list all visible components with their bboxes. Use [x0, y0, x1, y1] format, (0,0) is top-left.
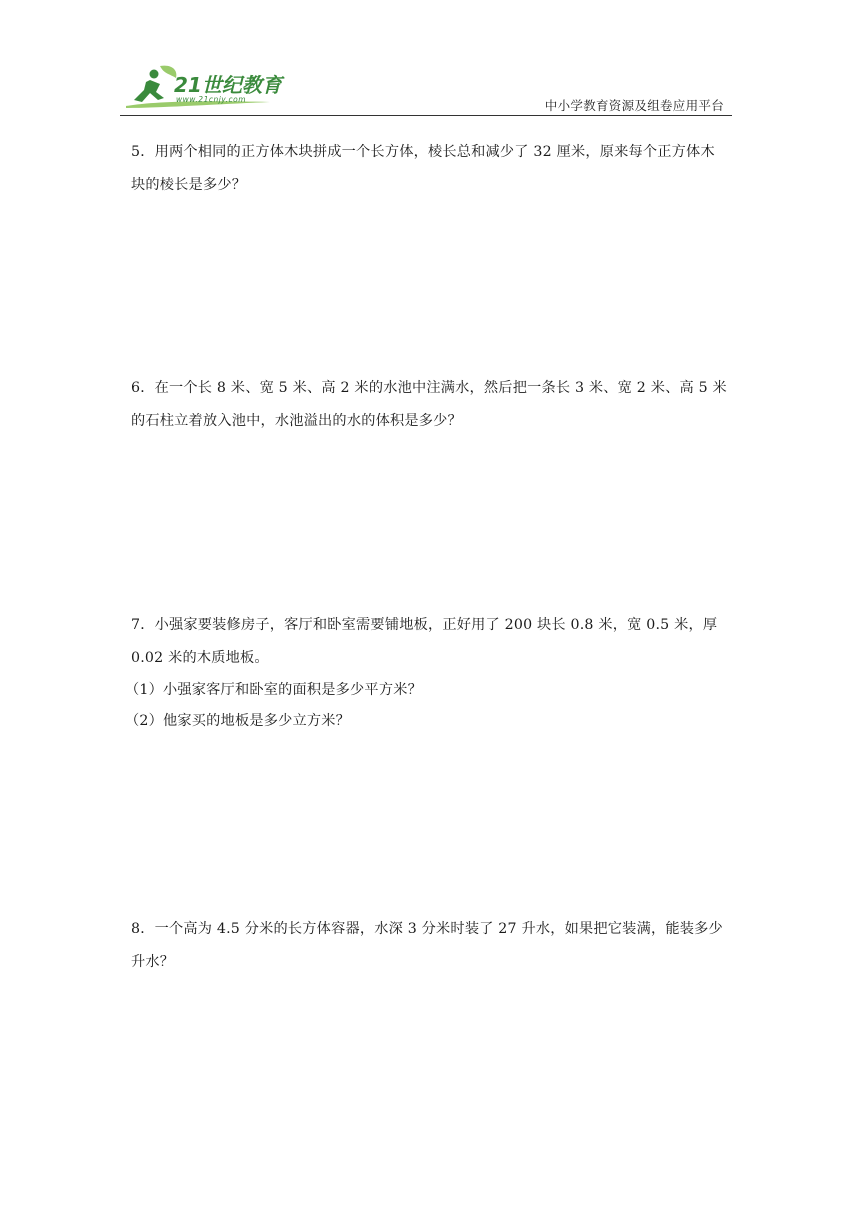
question-text: 的石柱立着放入池中，水池溢出的水的体积是多少？	[131, 413, 462, 429]
question-text: 0.02 米的木质地板。	[131, 650, 269, 666]
question-text: 5．用两个相同的正方体木块拼成一个长方体，棱长总和减少了 32 厘米，原来每个正方体木	[131, 144, 715, 160]
header-divider	[120, 115, 732, 116]
question-text: 块的棱长是多少？	[131, 177, 247, 193]
question-5	[131, 136, 733, 202]
question-8	[131, 913, 733, 979]
question-text: 6．在一个长 8 米、宽 5 米、高 2 米的水池中注满水，然后把一条长 3 米、宽 2 米、高 5 米	[131, 380, 727, 396]
site-logo	[120, 62, 320, 114]
question-6	[131, 372, 733, 438]
sub-question-2: （2）他家买的地板是多少立方米？	[125, 713, 351, 729]
sub-question-1: （1）小强家客厅和卧室的面积是多少平方米？	[125, 682, 422, 698]
platform-name: 中小学教育资源及组卷应用平台	[544, 98, 724, 113]
question-7	[125, 609, 733, 737]
question-text: 升水？	[131, 954, 175, 970]
logo-url-text: www.21cnjy.com	[176, 95, 247, 104]
logo-main-text: 21世纪教育	[174, 73, 282, 97]
page-header	[120, 62, 732, 118]
question-text: 8．一个高为 4.5 分米的长方体容器，水深 3 分米时装了 27 升水，如果把它装满，能装多少	[131, 921, 723, 937]
question-text: 7．小强家要装修房子，客厅和卧室需要铺地板，正好用了 200 块长 0.8 米，宽 0.5 米，厚	[131, 617, 718, 633]
